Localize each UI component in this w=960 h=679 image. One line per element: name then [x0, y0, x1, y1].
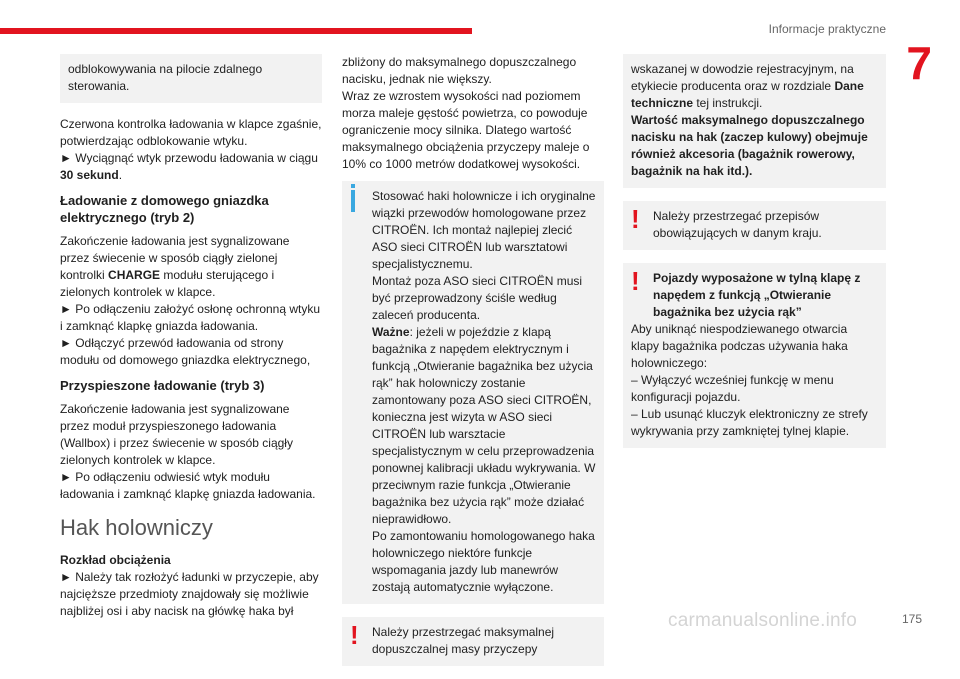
- box-text: odblokowywania na pilocie zdalnego sterowania.: [68, 62, 263, 93]
- warning-icon: !: [631, 266, 640, 296]
- section-heading-towbar: Hak holowniczy: [60, 515, 213, 540]
- header-accent-bar: [0, 28, 472, 34]
- warning-text: Należy przestrzegać przepisów obowiązujących w danym kraju.: [653, 209, 822, 240]
- heading-mode2: Ładowanie z domowego gniazdka elektrycznego (tryb 2): [60, 193, 269, 225]
- info-text: Montaż poza ASO sieci CITROËN musi być przeprowadzony ściśle według zaleceń producenta.: [372, 274, 583, 322]
- warning-box: [623, 201, 886, 250]
- triangle-icon: [60, 151, 75, 165]
- page-number: 175: [901, 612, 922, 626]
- warning-box: [342, 617, 604, 666]
- step-item: ► Należy tak rozłożyć ładunki w przyczepie, aby najcięższe przedmioty znajdowały się możliwie najbliżej osi i aby nacisk na główkę haka był: [60, 569, 322, 620]
- warning-icon: !: [631, 204, 640, 234]
- column-3: [623, 54, 886, 461]
- warning-heading: Pojazdy wyposażone w tylną klapę z napędem z funkcją „Otwieranie bagażnika bez użycia rąk”: [653, 271, 861, 319]
- warning-text: Należy przestrzegać maksymalnej dopuszczalnej masy przyczepy: [372, 625, 555, 656]
- info-text: Po zamontowaniu homologowanego haka holowniczego niektóre funkcje wspomagania jazdy lub manewrów zostają automatycznie wyłączone.: [372, 529, 595, 594]
- triangle-icon: [60, 336, 75, 350]
- triangle-icon: [60, 570, 75, 584]
- paragraph: Zakończenie ładowania jest sygnalizowane przez moduł przyspieszonego ładowania (Wallbox) i przez świecenie w sposób ciągły zielonych kontrolek w klapce.: [60, 402, 293, 467]
- warning-list-item: – Wyłączyć wcześniej funkcję w menu konfiguracji pojazdu.: [631, 373, 834, 404]
- box-text: wskazanej w dowodzie rejestracyjnym, na etykiecie producenta oraz w rozdziale Dane techniczne tej instrukcji.: [631, 62, 864, 110]
- info-box: [342, 181, 604, 604]
- triangle-icon: [60, 470, 75, 484]
- box-bold-text: Wartość maksymalnego dopuszczalnego nacisku na hak (zaczep kulowy) obejmuje również akcesoria (bagażnik rowerowy, bagażnik na hak itd.).: [631, 113, 868, 178]
- paragraph: zbliżony do maksymalnego dopuszczalnego nacisku, jednak nie większy.: [342, 55, 577, 86]
- step-item: ► Po odłączeniu założyć osłonę ochronną wtyku i zamknąć klapkę gniazda ładowania.: [60, 301, 322, 335]
- info-icon: [351, 190, 355, 212]
- column-1: [60, 54, 322, 620]
- section-title: Informacje praktyczne: [768, 22, 886, 36]
- triangle-icon: [60, 302, 75, 316]
- step-item: ► Po odłączeniu odwiesić wtyk modułu ładowania i zamknąć klapkę gniazda ładowania.: [60, 469, 322, 503]
- info-text: Stosować haki holownicze i ich oryginalne wiązki przewodów homologowane przez CITROËN. Ich montaż najlepiej zlecić ASO sieci CITROËN lub warsztatowi specjalistycznemu.: [372, 189, 596, 271]
- step-item: ► Odłączyć przewód ładowania od strony modułu od domowego gniazdka elektrycznego,: [60, 335, 322, 369]
- warning-text: Aby uniknąć niespodziewanego otwarcia klapy bagażnika podczas używania haka holowniczego:: [631, 322, 848, 370]
- paragraph: Zakończenie ładowania jest sygnalizowane przez świecenie w sposób ciągły zielonej kontrolki CHARGE modułu sterującego i zielonych kontrolek w klapce.: [60, 234, 290, 299]
- continued-box: [623, 54, 886, 188]
- subheading-load: Rozkład obciążenia: [60, 553, 171, 567]
- warning-box-tailgate: [623, 263, 886, 448]
- watermark: carmanualsonline.info: [668, 610, 858, 631]
- column-2: [342, 54, 604, 679]
- info-text: Ważne: jeżeli w pojeździe z klapą bagażnika z napędem elektrycznym i funkcją „Otwieranie bagażnika bez użycia rąk” hak holowniczy zostanie zamontowany poza ASO sieci CITROËN, konieczna jest wizyta w ASO sieci CITROËN lub warsztacie specjalistycznym w celu przeprowadzenia ponownej kalibracji układu wykrywania. W przeciwnym razie funkcja „Otwieranie bagażnika bez użycia rąk” może działać nieprawidłowo.: [372, 325, 596, 526]
- continued-box: [60, 54, 322, 103]
- step-item: ► Wyciągnąć wtyk przewodu ładowania w ciągu 30 sekund.: [60, 150, 322, 184]
- chapter-number: 7: [906, 37, 932, 89]
- paragraph: Wraz ze wzrostem wysokości nad poziomem morza maleje gęstość powietrza, co powoduje ograniczenie mocy silnika. Dlatego wartość maksymalnego obciążenia przyczepy maleje o 10% co 1000 metrów dodatkowej wysokości.: [342, 89, 590, 171]
- warning-list-item: – Lub usunąć kluczyk elektroniczny ze strefy wykrywania przy zamkniętej tylnej klapie.: [631, 407, 868, 438]
- heading-mode3: Przyspieszone ładowanie (tryb 3): [60, 378, 265, 393]
- warning-icon: !: [350, 620, 359, 650]
- paragraph: Czerwona kontrolka ładowania w klapce zgaśnie, potwierdzając odblokowanie wtyku.: [60, 117, 322, 148]
